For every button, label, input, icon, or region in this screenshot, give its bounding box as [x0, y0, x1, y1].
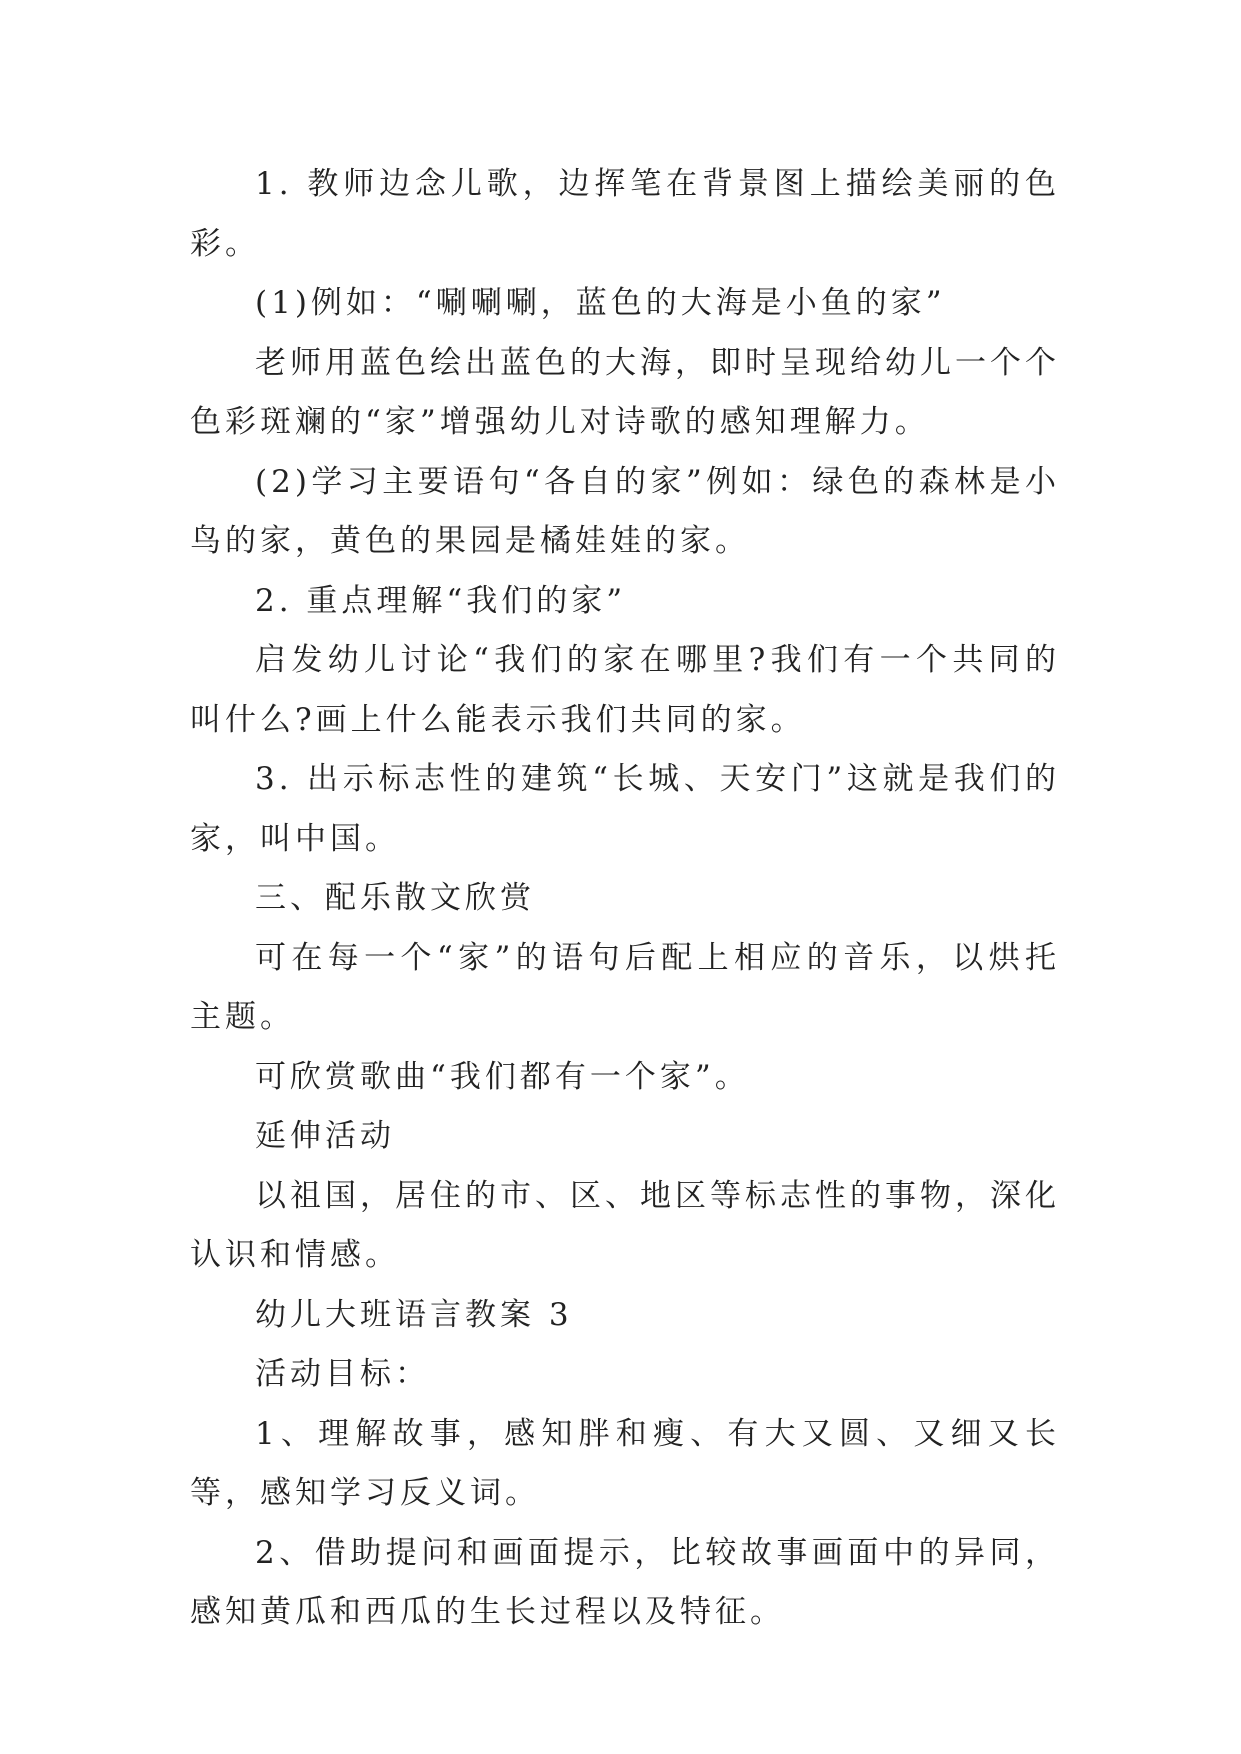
- paragraph-music: 可在每一个“家”的语句后配上相应的音乐，以烘托主题。: [190, 939, 1060, 1035]
- paragraph-song: 可欣赏歌曲“我们都有一个家”。: [255, 1058, 750, 1095]
- section-heading-extension: 延伸活动: [255, 1118, 395, 1154]
- document-body: [190, 155, 1060, 1643]
- lesson-title: 幼儿大班语言教案 3: [255, 1296, 573, 1333]
- paragraph-discussion: 启发幼儿讨论“我们的家在哪里?我们有一个共同的叫什么?画上什么能表示我们共同的家。: [190, 642, 1060, 738]
- paragraph-step-3: 3. 出示标志性的建筑“长城、天安门”这就是我们的家，叫中国。: [190, 761, 1060, 857]
- paragraph-step-2: 2. 重点理解“我们的家”: [255, 582, 627, 619]
- paragraph-example-1: (1)例如：“唰唰唰，蓝色的大海是小鱼的家”: [255, 285, 946, 321]
- paragraph-extension: 以祖国，居住的市、区、地区等标志性的事物，深化认识和情感。: [190, 1177, 1060, 1273]
- paragraph-example-2: (2)学习主要语句“各自的家”例如：绿色的森林是小鸟的家，黄色的果园是橘娃娃的家。: [190, 463, 1060, 559]
- goal-item-1: 1、理解故事，感知胖和瘦、有大又圆、又细又长等，感知学习反义词。: [190, 1415, 1060, 1511]
- goal-item-2: 2、借助提问和画面提示，比较故事画面中的异同，感知黄瓜和西瓜的生长过程以及特征。: [190, 1534, 1060, 1630]
- section-heading-goals: 活动目标：: [255, 1356, 430, 1392]
- section-heading-music-prose: 三、配乐散文欣赏: [255, 880, 535, 916]
- paragraph-teacher-draws: 老师用蓝色绘出蓝色的大海，即时呈现给幼儿一个个色彩斑斓的“家”增强幼儿对诗歌的感知理解力。: [190, 344, 1060, 440]
- paragraph-step-1: 1. 教师边念儿歌，边挥笔在背景图上描绘美丽的色彩。: [190, 166, 1060, 262]
